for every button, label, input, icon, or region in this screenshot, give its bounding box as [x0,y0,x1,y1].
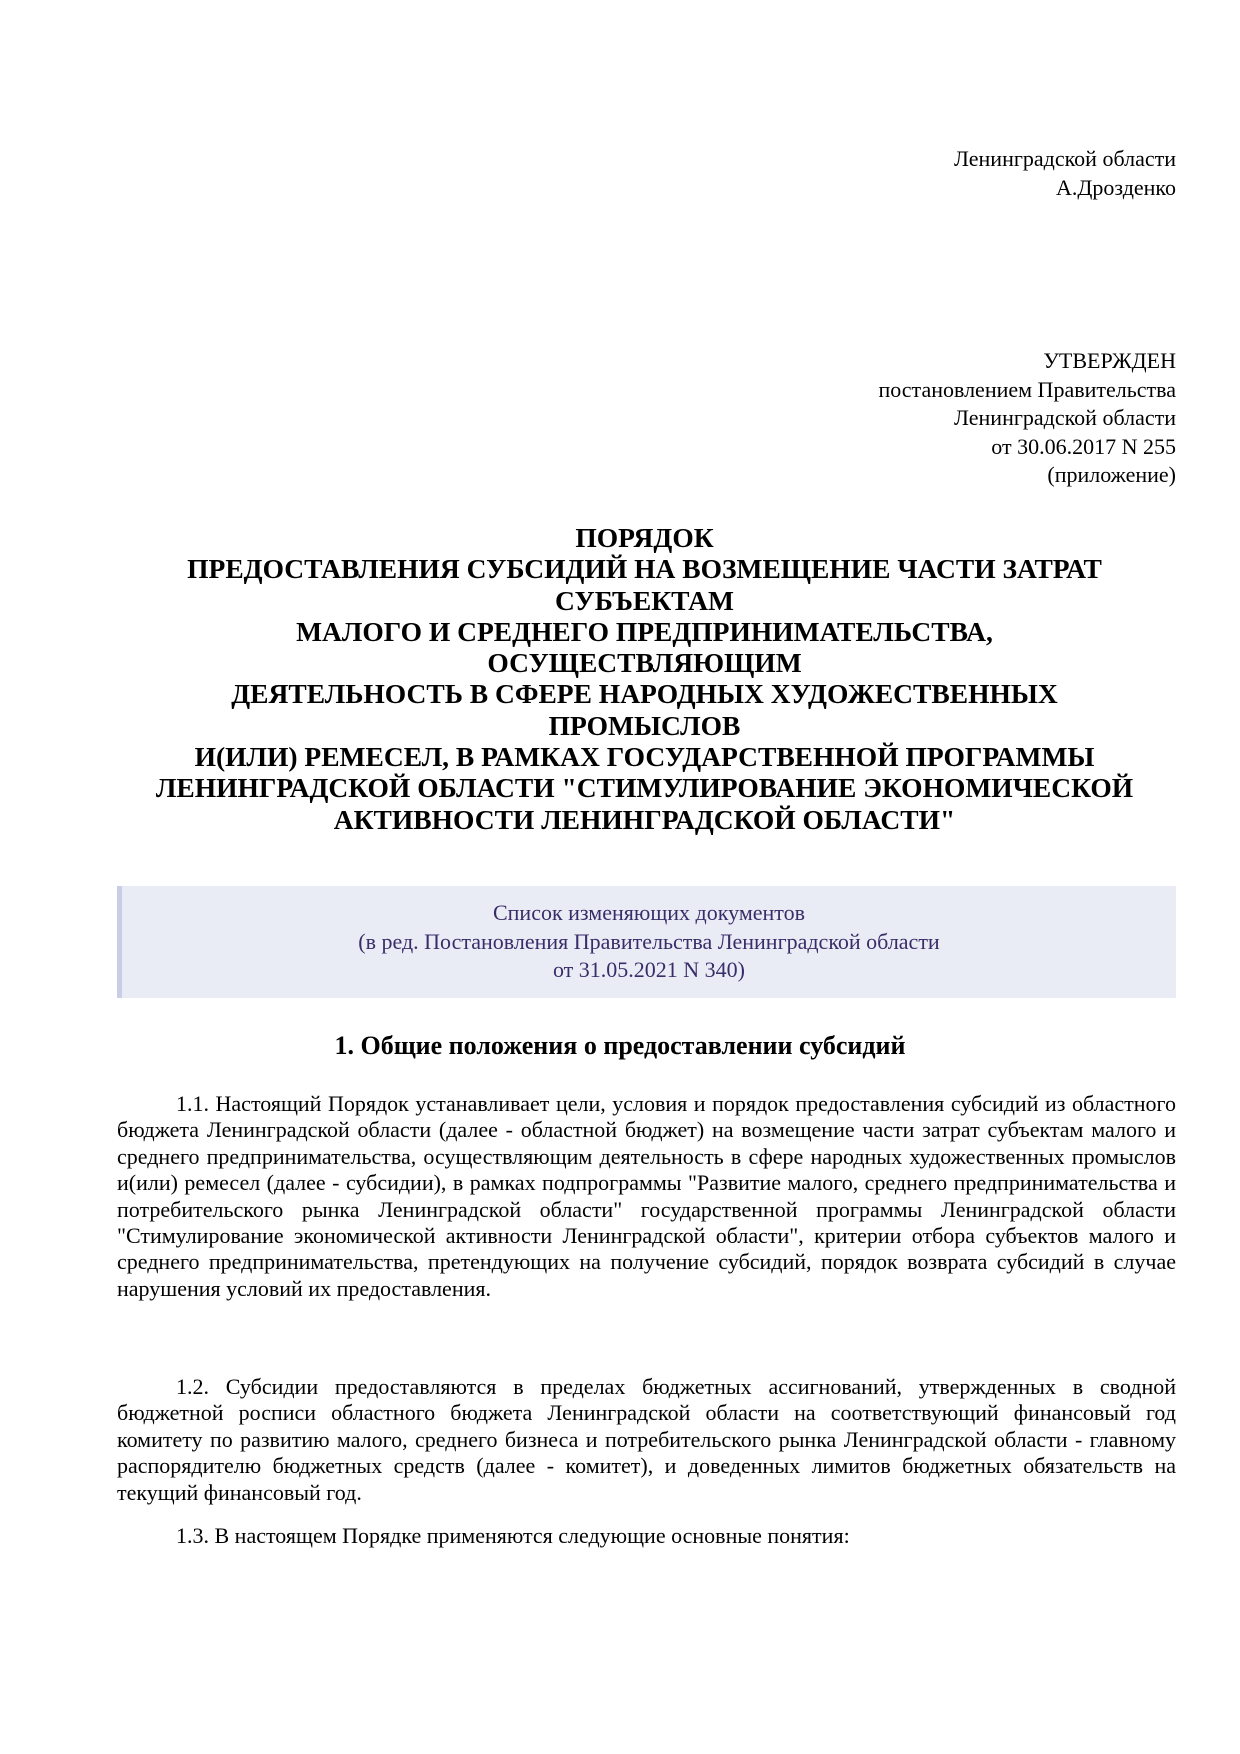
approval-line: (приложение) [1047,462,1176,487]
title-line: И(ИЛИ) РЕМЕСЕЛ, В РАМКАХ ГОСУДАРСТВЕННОЙ ПРОГРАММЫ [194,741,1095,773]
title-line: МАЛОГО И СРЕДНЕГО ПРЕДПРИНИМАТЕЛЬСТВА, [296,615,993,647]
approval-line: от 30.06.2017 N 255 [991,433,1176,459]
changes-heading: Список изменяющих документов [492,900,805,925]
signature-block [954,145,1176,202]
approval-line: постановлением Правительства [878,376,1176,402]
signature-name: А.Дрозденко [1056,174,1176,200]
title-line: ОСУЩЕСТВЛЯЮЩИМ [487,647,802,679]
document-title [113,522,1176,835]
approval-block [878,347,1176,490]
title-line: АКТИВНОСТИ ЛЕНИНГРАДСКОЙ ОБЛАСТИ" [333,803,956,835]
section-heading: 1. Общие положения о предоставлении субсидий [334,1031,906,1060]
signature-line: Ленинградской области [954,146,1176,171]
paragraph-1-3: 1.3. В настоящем Порядке применяются следующие основные понятия: [176,1523,850,1548]
changes-line: от 31.05.2021 N 340) [552,957,746,982]
paragraph-1-1: 1.1. Настоящий Порядок устанавливает цели, условия и порядок предоставления субсидий из областного бюджета Ленинградской области (далее - областной бюджет) на возмещение части затрат субъектам малого и среднего предпринимательства, осуществляющим деятельность в сфере народных художественных промыслов и(или) ремесел (далее - субсидии), в рамках подпрограммы "Развитие малого, среднего предпринимательства и потребительского рынка Ленинградской области" государственной программы Ленинградской области "Стимулирование экономической активности Ленинградской области", критерии отбора субъектов малого и среднего предпринимательства, претендующих на получение субсидий, порядок возврата субсидий в случае нарушения условий их предоставления. [117,1091,1176,1301]
approval-line: УТВЕРЖДЕН [1043,348,1176,373]
title-line: ПОРЯДОК [575,522,714,553]
title-line: ДЕЯТЕЛЬНОСТЬ В СФЕРЕ НАРОДНЫХ ХУДОЖЕСТВЕННЫХ [231,678,1058,710]
title-line: ПРЕДОСТАВЛЕНИЯ СУБСИДИЙ НА ВОЗМЕЩЕНИЕ ЧАСТИ ЗАТРАТ [187,553,1102,585]
changes-line: (в ред. Постановления Правительства Ленинградской области [358,928,940,954]
changes-box [117,886,1176,998]
title-line: ЛЕНИНГРАДСКОЙ ОБЛАСТИ "СТИМУЛИРОВАНИЕ ЭКОНОМИЧЕСКОЙ [155,772,1134,804]
paragraph-1-2: 1.2. Субсидии предоставляются в пределах бюджетных ассигнований, утвержденных в сводной бюджетной росписи областного бюджета Ленинградской области на соответствующий финансовый год комитету по развитию малого, среднего бизнеса и потребительского рынка Ленинградской области - главному распорядителю бюджетных средств (далее - комитет), и доведенных лимитов бюджетных обязательств на текущий финансовый год. [117,1374,1176,1505]
title-line: СУБЪЕКТАМ [555,584,734,616]
title-line: ПРОМЫСЛОВ [548,709,741,741]
approval-line: Ленинградской области [954,405,1176,430]
